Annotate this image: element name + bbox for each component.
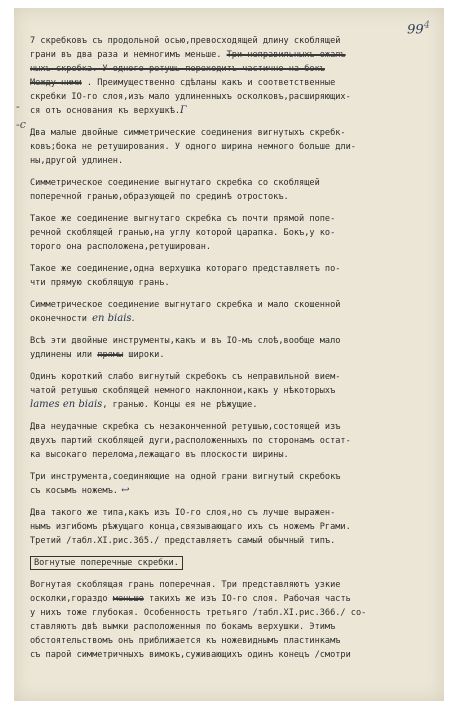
typed-text: оконечности [30,314,93,324]
paragraph [30,334,438,362]
paragraph [30,298,438,326]
margin-mark: - [16,100,20,113]
text-line [30,104,438,118]
paragraph [30,420,438,462]
paragraph [30,578,438,662]
typed-text: торого она расположена,ретуширован. [30,242,212,252]
typed-text: Такое же соединение,одна верхушка котораго представляетъ по- [30,264,341,274]
page-number-small: 4 [423,20,430,31]
text-line [30,212,438,226]
text-line [30,334,438,348]
text-line [30,520,438,534]
text-line [30,506,438,520]
section-heading: Вогнутые поперечные скребки. [30,556,183,570]
text-line [30,240,438,254]
text-line [30,126,438,140]
typed-text: Одинъ короткий слабо вигнутый скребокъ съ неправильной вием- [30,372,341,382]
typed-text: Всѣ эти двойные инструменты,какъ и въ IO-мъ слоѣ,вообще мало [30,336,341,346]
paragraph [30,126,438,168]
typed-text: у нихъ тоже глубокая. Особенность третьяго /табл.XI.рис.366./ со- [30,608,367,618]
document-body [30,34,438,670]
typed-text: ка высокаго перелома,лежащаго въ плоскости ширины. [30,450,289,460]
paragraph [30,470,438,498]
text-line [30,48,438,62]
typed-text: удлинены или [30,350,98,360]
typed-text: ковъ;бока не ретуширования. У одного ширина немного больше дли- [30,142,356,152]
page-number-main: 99 [407,22,424,38]
text-line [30,62,438,76]
typed-text: двухъ партий скоблящей дуги,расположенныхъ по сторонамъ остат- [30,436,351,446]
typed-text: Симметрическое соединение выгнутаго скребка и мало скошенной [30,300,341,310]
typed-text: широки. [123,350,165,360]
text-line [30,556,438,570]
text-line [30,434,438,448]
typed-text: . Преимущественно сдѣланы какъ и соответственные [81,78,336,88]
text-line [30,448,438,462]
text-line [30,384,438,398]
text-line [30,298,438,312]
typed-text: чатой ретушью скоблящей немного наклоннои,какъ у нѣкоторыхъ [30,386,336,396]
text-line [30,592,438,606]
typed-text: обстоятельствомъ онъ приближается къ ножевиднымъ пластинкамъ [30,636,341,646]
handwritten-note: Г [180,105,187,116]
struck-text: Три неправильныхъ ожалъ [226,50,346,60]
text-line [30,262,438,276]
text-line [30,140,438,154]
typed-text: , гранью. Концы ея не рѣжущие. [102,400,258,410]
typed-text: Два неудачные скребка съ незаконченной ретушью,состоящей изъ [30,422,341,432]
text-line [30,648,438,662]
typed-text: скребки IO-го слоя,изъ мало удлиненныхъ осколковъ,расширяющих- [30,92,351,102]
paragraph [30,34,438,118]
typed-text: речной скоблящей гранью,на углу которой царапка. Бокъ,у ко- [30,228,336,238]
typed-text: Такое же соединение выгнутаго скребка съ почти прямой попе- [30,214,336,224]
struck-text: ныхъ скребка. У одного ретушь переходитъ частично на бокъ [30,64,325,74]
paragraph [30,370,438,412]
handwritten-note: en biais. [92,313,135,324]
margin-mark: -с [16,118,26,131]
text-line [30,370,438,384]
paragraph [30,212,438,254]
struck-text: меньше [112,594,144,604]
text-line [30,620,438,634]
text-line [30,226,438,240]
typed-text: чти прямую скоблящую грань. [30,278,170,288]
handwritten-note: lames en biais [30,399,103,410]
typed-text: Два такого же типа,какъ изъ IO-го слоя,но съ лучше выражен- [30,508,336,518]
typed-text: 7 скребковъ съ продольной осью,превосходящей длину скоблящей [30,36,341,46]
text-line [30,578,438,592]
typed-text: Третий /табл.XI.рис.365./ представляетъ самый обычный типъ. [30,536,336,546]
paragraph [30,262,438,290]
text-line [30,634,438,648]
struck-text: прямы [97,350,124,360]
text-line [30,348,438,362]
typed-text: такихъ же изъ IO-го слоя. Рабочая часть [143,594,351,604]
typed-text: грани въ два раза и немногимъ меньше. [30,50,227,60]
text-line [30,154,438,168]
typed-text: ны,другой удлинен. [30,156,124,166]
paragraph [30,556,438,570]
typed-text: съ парой симметричныхъ вимокъ,суживающихъ одинъ конецъ /смотри [30,650,351,660]
text-line [30,90,438,104]
text-line [30,420,438,434]
typed-text: Три инструмента,соединяющие на одной грани вигнутый скребокъ [30,472,341,482]
text-line [30,470,438,484]
text-line [30,312,438,326]
typed-text: съ косымъ ножемъ. [30,486,118,496]
text-line [30,398,438,412]
text-line [30,190,438,204]
text-line [30,76,438,90]
handwritten-note: ↩ [117,485,130,496]
text-line [30,534,438,548]
paragraph [30,506,438,548]
struck-text: Между ними [30,78,82,88]
typed-text: Вогнутая скоблящая грань поперечная. Три представляютъ узкие [30,580,341,590]
text-line [30,484,438,498]
text-line [30,176,438,190]
typed-text: ся отъ основания къ верхушкѣ. [30,106,181,116]
text-line [30,276,438,290]
document-page [14,8,444,701]
paragraph [30,176,438,204]
typed-text: оcколки,гораздо [30,594,113,604]
typed-text: Два малые двойные симметрические соединения вигнутыхъ скребк- [30,128,346,138]
typed-text: Симметрическое соединение выгнутаго скребка со скоблящей [30,178,320,188]
text-line [30,34,438,48]
typed-text: ставляютъ двѣ вымки расположенныя по бокамъ верхушки. Этимъ [30,622,336,632]
typed-text: нымъ изгибомъ рѣжущаго конца,связывающаго ихъ съ ножемъ Ргами. [30,522,351,532]
text-line [30,606,438,620]
typed-text: поперечной гранью,образующей по срединѣ отростокъ. [30,192,289,202]
